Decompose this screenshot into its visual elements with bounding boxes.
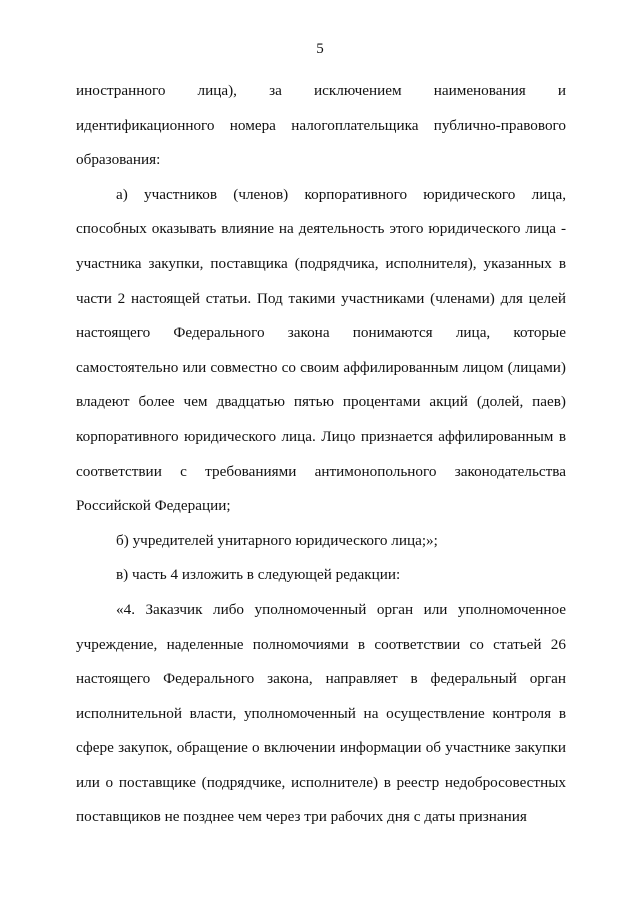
paragraph-part-4: «4. Заказчик либо уполномоченный орган или уполномоченное учреждение, наделенные полномочиями в соответствии со статьей 26 настоящего Федерального закона, направляет в федеральный орган исполнительной власти, уполномоченный на осуществление контроля в сфере закупок, обращение о включении информации об участнике закупки или о поставщике (подрядчике, исполнителе) в реестр недобросовестных поставщиков не позднее чем через три рабочих дня с даты признания [76,600,566,826]
paragraph-item-a: а) участников (членов) корпоративного юридического лица, способных оказывать влияние на деятельность этого юридического лица - участника закупки, поставщика (подрядчика, исполнителя), указанных в части 2 настоящей статьи. Под такими участниками (членами) для целей настоящего Федерального закона понимаются лица, которые самостоятельно или совместно со своим аффилированным лицом (лицами) владеют более чем двадцатью пятью процентами акций (долей, паев) корпоративного юридического лица. Лицо признается аффилированным в соответствии с требованиями антимонопольного законодательства Российской Федерации; [76,185,566,515]
page-number: 5 [316,41,324,57]
paragraph-item-v: в) часть 4 изложить в следующей редакции: [116,566,401,584]
document-body [76,74,566,835]
paragraph-item-b: б) учредителей унитарного юридического лица;»; [116,531,438,549]
paragraph-continuation: иностранного лица), за исключением наименования и идентификационного номера налогоплательщика публично-правового образования: [76,82,566,169]
